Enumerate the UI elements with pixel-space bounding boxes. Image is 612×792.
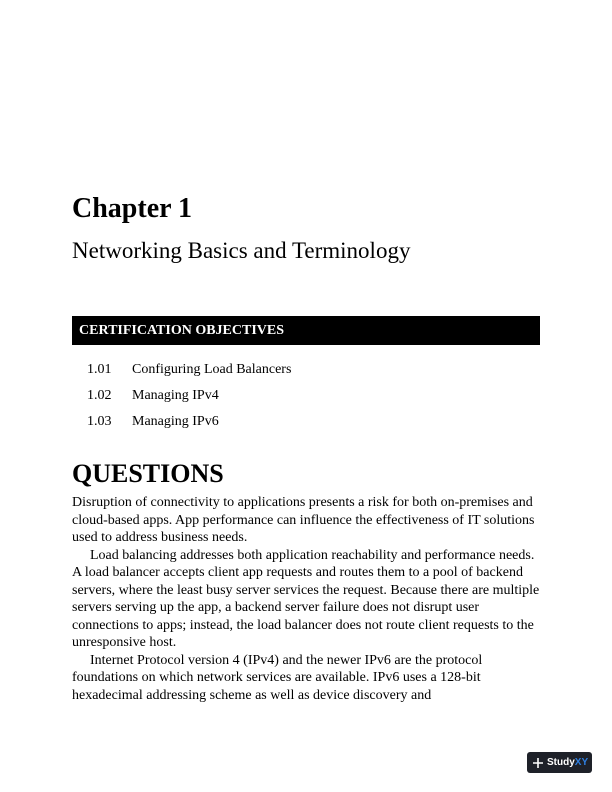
objective-number: 1.01 xyxy=(87,362,112,377)
plus-icon xyxy=(532,757,544,769)
certification-objectives-heading: CERTIFICATION OBJECTIVES xyxy=(72,316,540,345)
chapter-subtitle: Networking Basics and Terminology xyxy=(72,238,411,263)
body-text xyxy=(72,494,542,704)
paragraph: Disruption of connectivity to applications presents a risk for both on-premises and cloud-based apps. App performance can influence the effectiveness of IT solutions used to address business needs. xyxy=(72,495,535,545)
objective-label: Configuring Load Balancers xyxy=(132,362,292,377)
objectives-list xyxy=(87,357,291,435)
badge-brand-accent: XY xyxy=(574,757,589,768)
studyxy-badge[interactable] xyxy=(527,752,592,773)
objective-item xyxy=(87,383,291,409)
objective-number: 1.03 xyxy=(87,414,112,429)
paragraph: Load balancing addresses both application reachability and performance needs. A load balancer accepts client app requests and routes them to a pool of backend servers, where the least busy server services the request. Because there are multiple servers serving up the app, a backend server failure does not disrupt user connections to apps; instead, the load balancer does not route client requests to the unresponsive host. xyxy=(72,547,540,650)
objective-label: Managing IPv6 xyxy=(132,414,219,429)
paragraph: Internet Protocol version 4 (IPv4) and the newer IPv6 are the protocol foundations on which network services are available. IPv6 uses a 128-bit hexadecimal addressing scheme as well as device discovery and xyxy=(72,652,483,703)
questions-title: QUESTIONS xyxy=(72,459,224,488)
objective-item xyxy=(87,409,291,435)
objective-item xyxy=(87,357,291,383)
objective-label: Managing IPv4 xyxy=(132,388,219,403)
objective-number: 1.02 xyxy=(87,388,112,403)
chapter-title: Chapter 1 xyxy=(72,193,193,224)
badge-brand-main: Study xyxy=(547,757,575,768)
